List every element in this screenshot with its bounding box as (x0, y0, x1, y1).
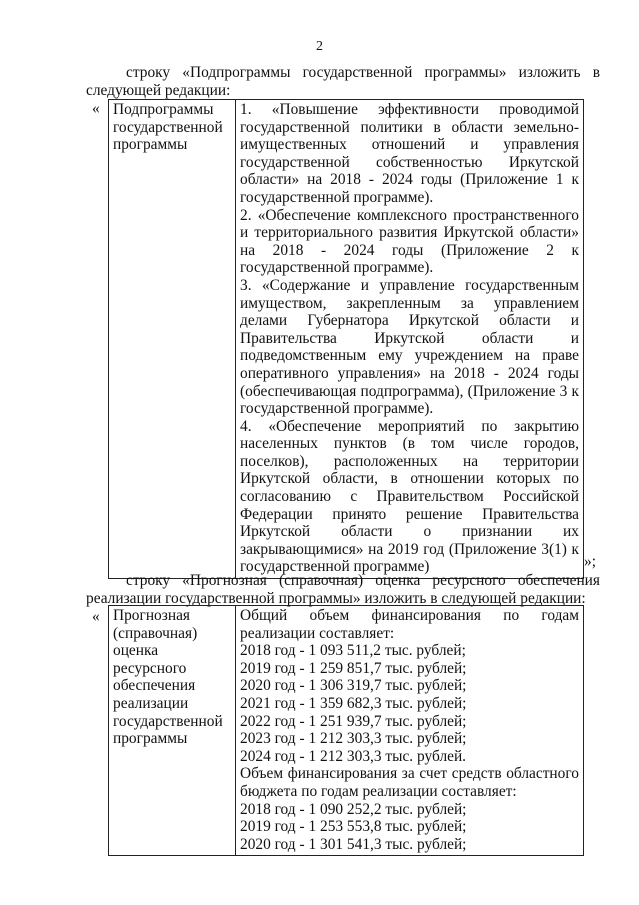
subprogram-2: 2. «Обеспечение комплексного пространственного и территориального развития Иркутской области» на 2018 - 2024 годы (Приложение 2 к государственной программе). (240, 206, 579, 277)
page-number: 2 (316, 39, 323, 54)
regional-year-2019: 2019 год - 1 253 553,8 тыс. рублей; (240, 818, 467, 836)
subprograms-table (108, 99, 584, 579)
total-year-2023: 2023 год - 1 212 303,3 тыс. рублей; (240, 730, 467, 748)
subprogram-3: 3. «Содержание и управление государственным имуществом, закрепленным за управлением делами Губернатора Иркутской области и Правительства Иркутской области и подведомственным ему учреждением на праве оперативного управления» на 2018 - 2024 годы (обеспечивающая подпрограмма), (Приложение 3 к государственной программе). (240, 276, 579, 418)
regional-funding-heading: Объем финансирования за счет средств областного бюджета по годам реализации составляет: (240, 765, 579, 800)
resources-label: Прогнозная (справочная) оценка ресурсного обеспечения реализации государственной программы (113, 607, 223, 748)
subprograms-label: Подпрограммы государственной программы (113, 101, 223, 154)
intro-resources-text: строку «Прогнозная (справочная) оценка ресурсного обеспечения реализации государственной программы» изложить в следующей редакции: (86, 572, 600, 607)
open-quote-1: « (92, 100, 100, 117)
subprogram-4: 4. «Обеспечение мероприятий по закрытию населенных пунктов (в том числе городов, поселков), расположенных на территории Иркутской области, в отношении которых по согласованию с Правительством Российской Федерации принято решение Правительства Иркутской области о признании их закрывающимися» на 2019 год (Приложение 3(1) к государственной программе) (240, 417, 579, 576)
regional-year-2020: 2020 год - 1 301 541,3 тыс. рублей; (240, 835, 467, 853)
total-funding-heading: Общий объем финансирования по годам реализации составляет: (240, 607, 579, 642)
total-year-2018: 2018 год - 1 093 511,2 тыс. рублей; (240, 642, 466, 660)
resources-table (108, 605, 584, 856)
subprograms-label-cell (109, 100, 236, 579)
total-year-2021: 2021 год - 1 359 682,3 тыс. рублей; (240, 694, 467, 712)
resources-content-cell (236, 606, 584, 856)
open-quote-2: « (92, 608, 100, 625)
total-year-2022: 2022 год - 1 251 939,7 тыс. рублей; (240, 712, 467, 730)
resources-row (109, 606, 584, 856)
total-year-2019: 2019 год - 1 259 851,7 тыс. рублей; (240, 659, 467, 677)
subprogram-1: 1. «Повышение эффективности проводимой государственной политики в области земельно-имущественных отношений и управления государственной собственностью Иркутской области» на 2018 - 2024 годы (Приложение 1 к государственной программе). (240, 101, 579, 206)
total-year-2020: 2020 год - 1 306 319,7 тыс. рублей; (240, 677, 467, 695)
subprograms-content-cell (236, 100, 584, 579)
subprograms-row (109, 100, 584, 579)
total-year-2024: 2024 год - 1 212 303,3 тыс. рублей. (240, 747, 467, 765)
regional-year-2018: 2018 год - 1 090 252,2 тыс. рублей; (240, 800, 467, 818)
intro-subprograms-text: строку «Подпрограммы государственной программы» изложить в следующей редакции: (86, 64, 600, 99)
intro-paragraph-resources (86, 572, 600, 607)
intro-paragraph-subprograms (86, 64, 600, 99)
close-quote-1: »; (584, 553, 596, 570)
resources-label-cell (109, 606, 236, 856)
